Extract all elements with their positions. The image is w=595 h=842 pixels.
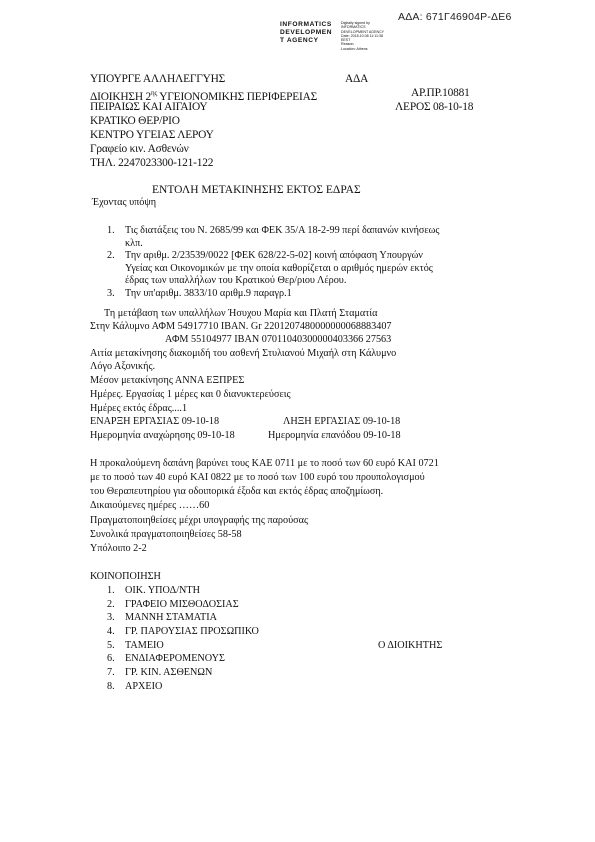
signature-details bbox=[341, 21, 384, 51]
authority-suffix: ΥΓΕΙΟΝΟΜΙΚΗΣ ΠΕΡΙΦΕΡΕΙΑΣ bbox=[157, 90, 318, 103]
sig-detail-2: INFORMATICS bbox=[341, 25, 366, 30]
consideration-line: Την αριθμ. 2/23539/0022 [ΦΕΚ 628/22-5-02] κοινή απόφαση Υπουργών bbox=[125, 250, 423, 261]
expense-line-3: του Θεραπευτηρίου για οδοιπορικά έξοδα και εκτός έδρας αποζημίωση. bbox=[90, 486, 384, 497]
transfer-line: Τη μετάβαση των υπαλλήλων Ήσυχου Μαρία και Πλατή Σταματία bbox=[104, 308, 378, 319]
sig-detail-3: DEVELOPMENT AGENCY bbox=[341, 29, 385, 34]
consideration-line: έδρας των υπαλλήλων του Κρατικού Θερ/ριου Λέρου. bbox=[125, 275, 347, 286]
notification-heading: ΚΟΙΝΟΠΟΙΗΣΗ bbox=[90, 571, 161, 582]
region-name: ΠΕΙΡΑΙΩΣ ΚΑΙ ΑΙΓΑΙΟΥ bbox=[90, 101, 208, 113]
notification-num: 5. bbox=[107, 639, 115, 651]
notification-item bbox=[107, 585, 307, 599]
notification-label: ΟΙΚ. ΥΠΟΔ/ΝΤΗ bbox=[125, 585, 200, 596]
expense-line-1: Η προκαλούμενη δαπάνη βαρύνει τους ΚΑΕ 0711 με το ποσό των 60 ευρό ΚΑΙ 0721 bbox=[90, 458, 439, 469]
signatory: Ο ΔΙΟΙΚΗΤΗΣ bbox=[378, 640, 443, 651]
ada-label: ΑΔΑ bbox=[345, 73, 369, 85]
work-end: ΛΗΞΗ ΕΡΓΑΣΙΑΣ 09-10-18 bbox=[283, 416, 401, 427]
center-name: ΚΕΝΤΡΟ ΥΓΕΙΑΣ ΛΕΡΟΥ bbox=[90, 129, 214, 141]
notification-item bbox=[107, 640, 307, 654]
logo-line-3: T AGENCY bbox=[280, 37, 319, 44]
phone-number: ΤΗΛ. 2247023300-121-122 bbox=[90, 157, 214, 169]
considerations-list bbox=[107, 225, 507, 301]
sig-detail-6: Reason: bbox=[341, 42, 355, 47]
consideration-item-3 bbox=[107, 288, 507, 301]
hospital-name: ΚΡΑΤΙΚΟ ΘΕΡ/ΡΙΟ bbox=[90, 115, 180, 127]
ministry-name: ΥΠΟΥΡΓΕ ΑΛΛΗΛΕΓΓΥΗΣ bbox=[90, 73, 226, 85]
notification-item bbox=[107, 681, 307, 695]
expense-line-2: με το ποσό των 40 ευρό ΚΑΙ 0822 με το ποσό των 100 ευρό του προυπολογισμού bbox=[90, 472, 425, 483]
consideration-item-1 bbox=[107, 225, 507, 250]
document-title: ΕΝΤΟΛΗ ΜΕΤΑΚΙΝΗΣΗΣ ΕΚΤΟΣ ΕΔΡΑΣ bbox=[152, 184, 361, 196]
sig-detail-5: EEST bbox=[341, 38, 351, 43]
work-start: ΕΝΑΡΞΗ ΕΡΓΑΣΙΑΣ 09-10-18 bbox=[90, 416, 220, 427]
notification-item bbox=[107, 612, 307, 626]
consideration-num: 3. bbox=[107, 288, 115, 299]
notification-label: ΓΡΑΦΕΙΟ ΜΙΣΘΟΔΟΣΙΑΣ bbox=[125, 598, 239, 610]
second-afm-line: ΑΦΜ 55104977 ΙΒΑΝ 07011040300000403366 27563 bbox=[165, 334, 392, 345]
protocol-number: ΑΡ.ΠΡ.10881 bbox=[411, 87, 470, 99]
notification-num: 2. bbox=[107, 598, 115, 610]
notification-list bbox=[107, 585, 307, 695]
having-regard: Έχοντας υπόψη bbox=[92, 197, 157, 208]
notification-num: 4. bbox=[107, 626, 115, 638]
sig-detail-7: Location: Athens bbox=[341, 46, 368, 51]
notification-num: 7. bbox=[107, 667, 115, 679]
ada-code: ΑΔΑ: 671Γ46904Ρ-ΔΕ6 bbox=[398, 11, 512, 23]
signature-logo bbox=[280, 21, 332, 45]
return-date: Ημερομηνία επανόδου 09-10-18 bbox=[268, 430, 401, 441]
notification-item bbox=[107, 599, 307, 613]
transport-means: Μέσον μετακίνησης ΑΝΝΑ ΕΞΠΡΕΣ bbox=[90, 375, 245, 386]
transfer-cause: Αιτία μετακίνησης διακομιδή του ασθενή Στυλιανού Μιχαήλ στη Κάλυμνο bbox=[90, 348, 397, 359]
notification-num: 1. bbox=[107, 585, 115, 596]
entitled-days: Δικαιούμενες ημέρες ……60 bbox=[90, 500, 210, 511]
notification-num: 3. bbox=[107, 612, 115, 624]
logo-line-2: DEVELOPMEN bbox=[280, 29, 333, 36]
notification-item bbox=[107, 653, 307, 667]
sig-detail-4: Date: 2018.10.08 11:11:38 bbox=[341, 33, 384, 38]
total-done: Συνολικά πραγματοποιηθείσες 58-58 bbox=[90, 529, 242, 540]
notification-label: ΓΡ. ΠΑΡΟΥΣΙΑΣ ΠΡΟΣΩΠΙΚΟ bbox=[125, 626, 259, 638]
notification-label: ΕΝΔΙΑΦΕΡΟΜΕΝΟΥΣ bbox=[125, 653, 225, 665]
remaining-days: Υπόλοιπο 2-2 bbox=[90, 543, 147, 554]
notification-label: ΑΡΧΕΙΟ bbox=[125, 680, 163, 692]
notification-num: 6. bbox=[107, 653, 115, 665]
transfer-reason: Λόγο Αξονικής. bbox=[90, 361, 156, 372]
consideration-item-2 bbox=[107, 250, 507, 288]
consideration-line: κλπ. bbox=[125, 237, 143, 249]
authority-prefix: ΔΙΟΙΚΗΣΗ 2 bbox=[90, 90, 151, 103]
consideration-line: Υγείας και Οικονομικών με την οποία καθορίζεται ο αριθμός ημερών εκτός bbox=[125, 262, 433, 274]
notification-item bbox=[107, 667, 307, 681]
work-days: Ημέρες. Εργασίας 1 μέρες και 0 διανυκτερεύσεις bbox=[90, 389, 291, 400]
consideration-num: 1. bbox=[107, 225, 115, 236]
days-out: Ημέρες εκτός έδρας....1 bbox=[90, 403, 188, 414]
authority-sup: ης bbox=[151, 89, 158, 97]
notification-num: 8. bbox=[107, 680, 115, 692]
destination-line: Στην Κάλυμνο ΑΦΜ 54917710 ΙΒΑΝ. Gr 2201207480000000068883407 bbox=[90, 321, 392, 332]
sig-detail-1: Digitally signed by bbox=[341, 21, 370, 25]
office-name: Γραφείο κιν. Ασθενών bbox=[90, 143, 189, 155]
consideration-line: Τις διατάξεις του Ν. 2685/99 και ΦΕΚ 35/Α 18-2-99 περί δαπανών κινήσεως bbox=[125, 225, 440, 236]
notification-label: ΜΑΝΝΗ ΣΤΑΜΑΤΙΑ bbox=[125, 612, 217, 624]
consideration-line: Την υπ'αριθμ. 3833/10 αριθμ.9 παραγρ.1 bbox=[125, 288, 292, 299]
departure-date: Ημερομηνία αναχώρησης 09-10-18 bbox=[90, 430, 235, 441]
notification-item bbox=[107, 626, 307, 640]
consideration-num: 2. bbox=[107, 250, 115, 261]
place-date: ΛΕΡΟΣ 08-10-18 bbox=[395, 101, 474, 113]
done-until: Πραγματοποιηθείσες μέχρι υπογραφής της παρούσας bbox=[90, 515, 309, 526]
notification-label: ΓΡ. ΚΙΝ. ΑΣΘΕΝΩΝ bbox=[125, 667, 213, 679]
notification-label: ΤΑΜΕΙΟ bbox=[125, 639, 164, 651]
logo-line-1: INFORMATICS bbox=[280, 21, 332, 28]
